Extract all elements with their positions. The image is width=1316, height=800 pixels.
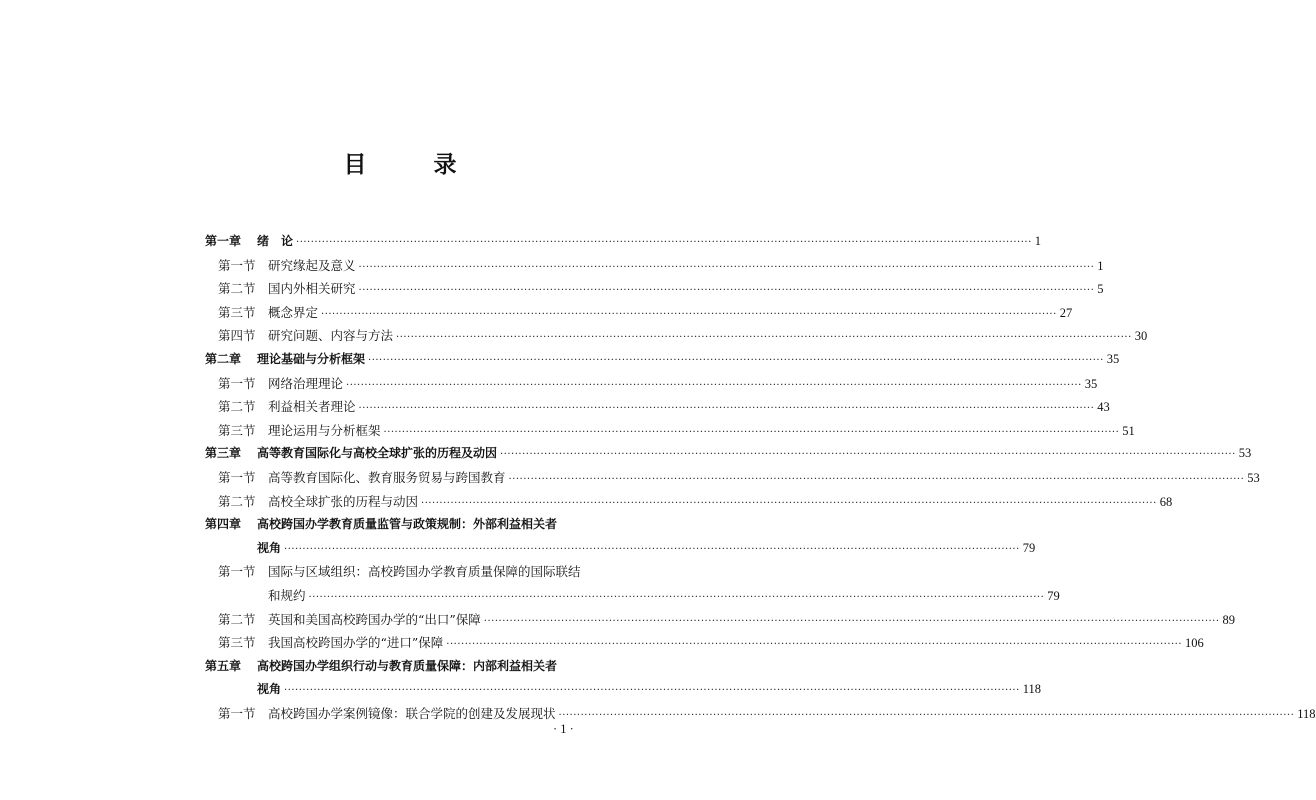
- toc-page-number: 1: [1034, 234, 1042, 248]
- toc-section-row: [205, 631, 1204, 655]
- toc-entry-title: 研究缘起及意义: [268, 257, 356, 273]
- toc-section-row: [205, 419, 1135, 443]
- toc-section-row: [205, 466, 1260, 490]
- toc-chapter-row: [205, 678, 1042, 702]
- toc-leader-dots: ········································································································································································································: [284, 543, 1020, 555]
- toc-entry-title: 网络治理理论: [268, 375, 344, 391]
- toc-page-number: 27: [1059, 305, 1073, 320]
- toc-chapter-row: [205, 513, 595, 537]
- toc-entry-title: 高校跨国办学教育质量监管与政策规制：外部利益相关者: [257, 517, 558, 532]
- toc-section-row: [205, 490, 1173, 514]
- toc-entry-title: 视角: [257, 540, 282, 555]
- toc-leader-dots: ········································································································································································································: [396, 332, 1132, 344]
- toc-entry-title: 高校全球扩张的历程与动因: [268, 493, 419, 509]
- toc-entry-title: 绪 论: [257, 234, 294, 248]
- toc-entry-title: 研究问题、内容与方法: [268, 328, 394, 344]
- toc-page-number: 35: [1106, 351, 1120, 366]
- toc-page-number: 79: [1047, 588, 1060, 603]
- toc-entry-title: 概念界定: [268, 304, 319, 320]
- toc-section-row: [205, 372, 1098, 396]
- toc-leader-dots: ········································································································································································································: [358, 261, 1095, 273]
- toc-page-number: 30: [1134, 329, 1148, 344]
- toc-chapter-row: [205, 230, 1042, 254]
- toc-leader-dots: ········································································································································································································: [358, 403, 1095, 415]
- toc-section-row: [205, 301, 1073, 325]
- toc-section-row: [205, 584, 1060, 608]
- toc-page-number: 118: [1297, 706, 1316, 721]
- toc-entry-title: 高等教育国际化与高校全球扩张的历程及动因: [257, 446, 498, 461]
- toc-leader-dots: ········································································································································································································: [284, 685, 1020, 697]
- toc-entry-title: 我国高校跨国办学的“进口”保障: [268, 635, 444, 651]
- toc-entry-number: 第一章: [205, 234, 242, 248]
- toc-chapter-row: [205, 537, 1036, 561]
- toc-entry-title: 视角: [257, 682, 282, 697]
- toc-section-row: [205, 560, 595, 584]
- toc-entry-title: 和规约: [268, 587, 306, 603]
- toc-leader-dots: ········································································································································································································: [321, 308, 1057, 320]
- toc-section-row: [205, 608, 1236, 632]
- toc-section-row: [205, 254, 1104, 278]
- toc-page-number: 5: [1097, 282, 1104, 297]
- toc-leader-dots: ········································································································································································································: [446, 639, 1183, 651]
- toc-page-number: 53: [1247, 470, 1260, 485]
- toc-page-number: 68: [1159, 494, 1173, 509]
- toc-entry-number: 第三章: [205, 446, 242, 461]
- toc-chapter-row: [205, 442, 1252, 466]
- toc-entry-title: 高校跨国办学案例镜像：联合学院的创建及发展现状: [268, 705, 556, 721]
- toc-entry-number: 第三节: [218, 635, 256, 651]
- toc-entry-number: 第五章: [205, 658, 242, 673]
- toc-page-number: 89: [1222, 612, 1236, 627]
- toc-page-number: 118: [1022, 682, 1042, 697]
- toc-entry-title: 英国和美国高校跨国办学的“出口”保障: [268, 611, 481, 627]
- toc-section-row: [205, 324, 1148, 348]
- toc-entry-title: 高校跨国办学组织行动与教育质量保障：内部利益相关者: [257, 658, 558, 673]
- toc-entry-number: 第一节: [218, 705, 256, 721]
- toc-leader-dots: ········································································································································································································: [483, 615, 1220, 627]
- toc-leader-dots: ········································································································································································································: [358, 285, 1095, 297]
- toc-entry-title: 国内外相关研究: [268, 281, 356, 297]
- toc-entry-number: 第一节: [218, 564, 256, 580]
- toc-entry-number: 第一节: [218, 375, 256, 391]
- toc-entry-title: 理论基础与分析框架: [257, 351, 366, 366]
- toc-leader-dots: ········································································································································································································: [508, 473, 1245, 485]
- toc-leader-dots: ········································································································································································································: [421, 497, 1157, 509]
- toc-entry-number: 第二节: [218, 611, 256, 627]
- toc-entry-title: 理论运用与分析框架: [268, 422, 381, 438]
- toc-entry-title: 高等教育国际化、教育服务贸易与跨国教育: [268, 469, 506, 485]
- toc-section-row: [205, 395, 1110, 419]
- toc-section-row: [205, 702, 1316, 726]
- toc-page-number: 1: [1097, 258, 1104, 273]
- toc-entry-number: 第三节: [218, 422, 256, 438]
- toc-page-number: 43: [1097, 400, 1110, 415]
- toc-entry-number: 第二节: [218, 281, 256, 297]
- toc-entry-title: 国际与区域组织：高校跨国办学教育质量保障的国际联结: [268, 564, 581, 580]
- toc-leader-dots: ········································································································································································································: [383, 426, 1120, 438]
- toc-leader-dots: ········································································································································································································: [558, 709, 1295, 721]
- toc-leader-dots: ········································································································································································································: [500, 449, 1236, 461]
- toc-entry-number: 第二节: [218, 399, 256, 415]
- table-of-contents: [205, 230, 1316, 725]
- toc-leader-dots: ········································································································································································································: [296, 237, 1032, 248]
- toc-entry-number: 第一节: [218, 469, 256, 485]
- toc-chapter-row: [205, 348, 1120, 372]
- toc-leader-dots: ········································································································································································································: [308, 591, 1045, 603]
- toc-page-number: 51: [1122, 423, 1135, 438]
- toc-entry-number: 第一节: [218, 257, 256, 273]
- toc-entry-number: 第二章: [205, 351, 242, 366]
- toc-chapter-row: [205, 655, 595, 679]
- toc-entry-number: 第三节: [218, 304, 256, 320]
- page-number-footer: · 1 ·: [553, 722, 574, 736]
- toc-page-number: 79: [1022, 540, 1036, 555]
- toc-page-number: 53: [1238, 446, 1252, 461]
- toc-leader-dots: ········································································································································································································: [346, 379, 1082, 391]
- page-title: 目 录: [343, 151, 479, 178]
- toc-entry-number: 第二节: [218, 493, 256, 509]
- toc-leader-dots: ········································································································································································································: [368, 354, 1104, 366]
- toc-entry-title: 利益相关者理论: [268, 399, 356, 415]
- toc-entry-number: 第四节: [218, 328, 256, 344]
- toc-entry-number: 第四章: [205, 517, 242, 532]
- toc-page-number: 106: [1185, 636, 1204, 651]
- toc-section-row: [205, 277, 1104, 301]
- toc-page-number: 35: [1084, 376, 1098, 391]
